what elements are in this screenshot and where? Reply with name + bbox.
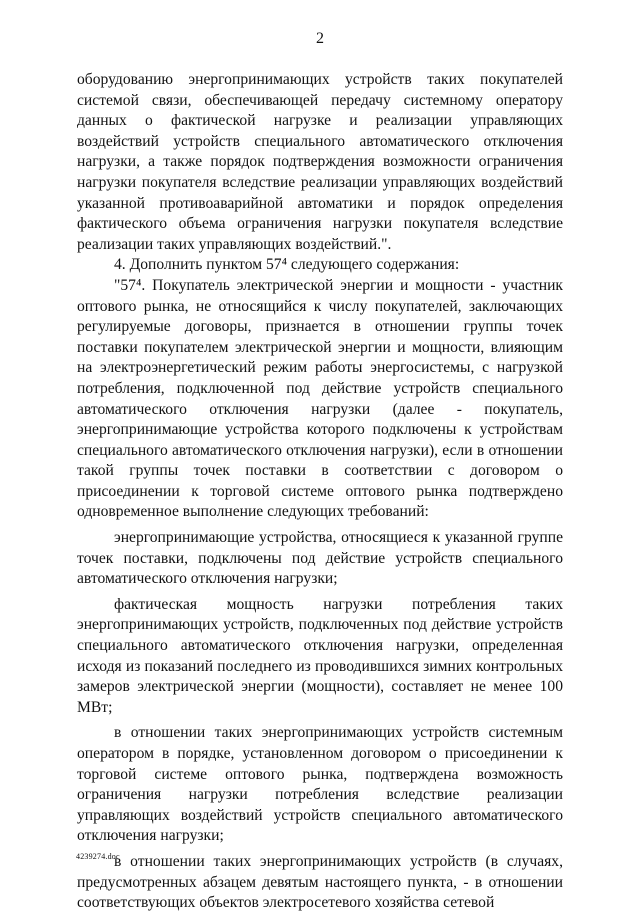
paragraph-item-4: 4. Дополнить пунктом 57⁴ следующего содержания: xyxy=(114,256,460,274)
paragraph-requirement-3: в отношении таких энергопринимающих устройств системным оператором в порядке, установленном договором о присоединении к торговой системе оптового рынка, подтверждена возможность ограничения нагрузки потребления вследствие реализации управляющих воздействий устройств специального автоматического отключения нагрузки; xyxy=(77,724,563,845)
paragraph-requirement-4: в отношении таких энергопринимающих устройств (в случаях, предусмотренных абзацем девятым настоящего пункта, - в отношении соответствующих объектов электросетевого хозяйства сетевой xyxy=(77,852,563,912)
footer-file-code: 4239274.doc xyxy=(76,852,120,861)
paragraph-requirement-2: фактическая мощность нагрузки потребления таких энергопринимающих устройств, подключенных под действие устройств специального автоматического отключения нагрузки, определенная исходя из показаний последнего из проводившихся зимних контрольных замеров электрической энергии (мощности), составляет не менее 100 МВт; xyxy=(77,595,563,716)
paragraph-continuation: оборудованию энергопринимающих устройств таких покупателей системой связи, обеспечивающей передачу системному оператору данных о фактической нагрузке и реализации управляющих воздействий устройств специального автоматического отключения нагрузки, а также порядок подтверждения возможности ограничения нагрузки покупателя вследствие реализации управляющих воздействий указанной противоаварийной автоматики и порядок определения фактического объема ограничения нагрузки покупателя вследствие реализации таких управляющих воздействий.". xyxy=(77,71,563,253)
document-body xyxy=(77,70,563,914)
paragraph-requirement-1: энергопринимающие устройства, относящиеся к указанной группе точек поставки, подключены под действие устройств специального автоматического отключения нагрузки; xyxy=(77,529,563,588)
page-number: 2 xyxy=(316,30,324,47)
paragraph-clause-57-4: "57⁴. Покупатель электрической энергии и мощности - участник оптового рынка, не относящийся к числу покупателей, заключающих регулируемые договоры, признается в отношении группы точек поставки покупателем электрической энергии и мощности, влияющим на электроэнергетический режим работы энергосистемы, с нагрузкой потребления, подключенной под действие устройств специального автоматического отключения нагрузки (далее - покупатель, энергопринимающие устройства которого подключены к устройствам специального автоматического отключения нагрузки), если в отношении такой группы точек поставки в соответствии с договором о присоединении к торговой системе оптового рынка подтверждено одновременное выполнение следующих требований: xyxy=(77,276,563,521)
